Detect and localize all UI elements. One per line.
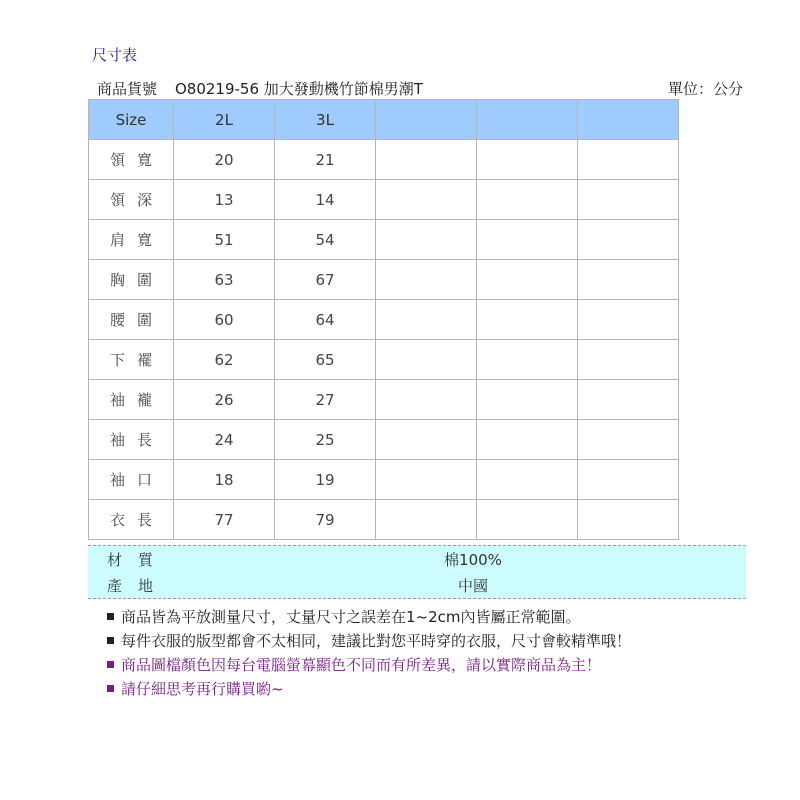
measurement-value xyxy=(578,420,679,460)
measurement-value xyxy=(578,500,679,540)
origin-label: 產地 xyxy=(107,577,170,595)
measurement-value: 20 xyxy=(174,140,275,180)
table-row xyxy=(89,260,679,300)
measurement-value xyxy=(578,260,679,300)
square-bullet-icon xyxy=(107,685,114,692)
product-code-label: 商品貨號 xyxy=(97,80,158,98)
measurement-label: 袖長 xyxy=(89,420,174,460)
note-text: 商品圖檔顏色因每台電腦螢幕顯色不同而有所差異，請以實際商品為主！ xyxy=(121,656,602,674)
size-header-cell: 2L xyxy=(174,100,275,140)
table-row xyxy=(89,220,679,260)
measurement-value xyxy=(477,380,578,420)
size-table-body xyxy=(89,140,679,540)
page-title: 尺寸表 xyxy=(92,46,138,64)
product-info-line xyxy=(97,78,743,98)
notes-list xyxy=(107,605,631,701)
note-item xyxy=(107,653,631,677)
measurement-label: 領寬 xyxy=(89,140,174,180)
measurement-label: 衣長 xyxy=(89,500,174,540)
material-label: 材質 xyxy=(107,551,170,569)
measurement-value: 54 xyxy=(275,220,376,260)
measurement-value xyxy=(376,420,477,460)
measurement-value: 25 xyxy=(275,420,376,460)
measurement-value: 21 xyxy=(275,140,376,180)
note-text: 每件衣服的版型都會不太相同，建議比對您平時穿的衣服，尺寸會較精準哦！ xyxy=(121,632,632,650)
measurement-value: 67 xyxy=(275,260,376,300)
size-header-cell: Size xyxy=(89,100,174,140)
measurement-value xyxy=(477,500,578,540)
table-row xyxy=(89,500,679,540)
measurement-value xyxy=(578,140,679,180)
note-item xyxy=(107,629,631,653)
measurement-value: 51 xyxy=(174,220,275,260)
measurement-value xyxy=(477,420,578,460)
measurement-value xyxy=(376,220,477,260)
measurement-value xyxy=(376,460,477,500)
measurement-value xyxy=(376,300,477,340)
square-bullet-icon xyxy=(107,637,114,644)
size-header-cell xyxy=(477,100,578,140)
measurement-label: 腰圍 xyxy=(89,300,174,340)
table-row xyxy=(89,380,679,420)
measurement-value: 26 xyxy=(174,380,275,420)
measurement-value: 18 xyxy=(174,460,275,500)
table-row xyxy=(89,340,679,380)
table-row xyxy=(89,140,679,180)
measurement-value xyxy=(477,260,578,300)
note-item xyxy=(107,677,631,701)
material-row xyxy=(88,546,746,570)
measurement-value: 27 xyxy=(275,380,376,420)
table-row xyxy=(89,420,679,460)
measurement-value: 60 xyxy=(174,300,275,340)
measurement-label: 下襬 xyxy=(89,340,174,380)
note-item xyxy=(107,605,631,629)
measurement-value xyxy=(376,380,477,420)
measurement-value: 79 xyxy=(275,500,376,540)
measurement-label: 袖口 xyxy=(89,460,174,500)
measurement-value xyxy=(477,220,578,260)
square-bullet-icon xyxy=(107,613,114,620)
origin-row xyxy=(88,572,746,596)
measurement-value xyxy=(578,180,679,220)
measurement-value xyxy=(376,260,477,300)
measurement-value xyxy=(477,460,578,500)
size-header-row xyxy=(89,100,679,140)
table-row xyxy=(89,180,679,220)
measurement-value: 64 xyxy=(275,300,376,340)
measurement-value: 24 xyxy=(174,420,275,460)
material-value: 棉100% xyxy=(444,551,502,569)
measurement-value xyxy=(477,300,578,340)
measurement-value xyxy=(477,340,578,380)
measurement-value xyxy=(477,140,578,180)
measurement-label: 胸圍 xyxy=(89,260,174,300)
measurement-value xyxy=(578,340,679,380)
measurement-value: 65 xyxy=(275,340,376,380)
note-text: 商品皆為平放測量尺寸，丈量尺寸之誤差在1~2cm內皆屬正常範圍。 xyxy=(121,608,581,626)
table-row xyxy=(89,300,679,340)
measurement-value xyxy=(376,500,477,540)
table-row xyxy=(89,460,679,500)
size-table xyxy=(88,99,679,540)
square-bullet-icon xyxy=(107,661,114,668)
measurement-value xyxy=(376,340,477,380)
measurement-value xyxy=(578,300,679,340)
measurement-value: 14 xyxy=(275,180,376,220)
size-header-cell xyxy=(578,100,679,140)
measurement-value: 62 xyxy=(174,340,275,380)
product-name: O80219-56 加大發動機竹節棉男潮T xyxy=(175,80,423,98)
measurement-value: 13 xyxy=(174,180,275,220)
size-header-cell xyxy=(376,100,477,140)
measurement-value: 63 xyxy=(174,260,275,300)
measurement-value xyxy=(578,220,679,260)
measurement-value xyxy=(578,460,679,500)
material-section xyxy=(88,545,746,599)
measurement-label: 袖襱 xyxy=(89,380,174,420)
measurement-value: 77 xyxy=(174,500,275,540)
origin-value: 中國 xyxy=(457,577,488,595)
note-text: 請仔細思考再行購買喲~ xyxy=(121,680,284,698)
measurement-value: 19 xyxy=(275,460,376,500)
unit-label: 單位：公分 xyxy=(667,80,743,98)
measurement-value xyxy=(376,180,477,220)
measurement-value xyxy=(376,140,477,180)
measurement-value xyxy=(477,180,578,220)
measurement-value xyxy=(578,380,679,420)
measurement-label: 肩寬 xyxy=(89,220,174,260)
size-header-cell: 3L xyxy=(275,100,376,140)
measurement-label: 領深 xyxy=(89,180,174,220)
